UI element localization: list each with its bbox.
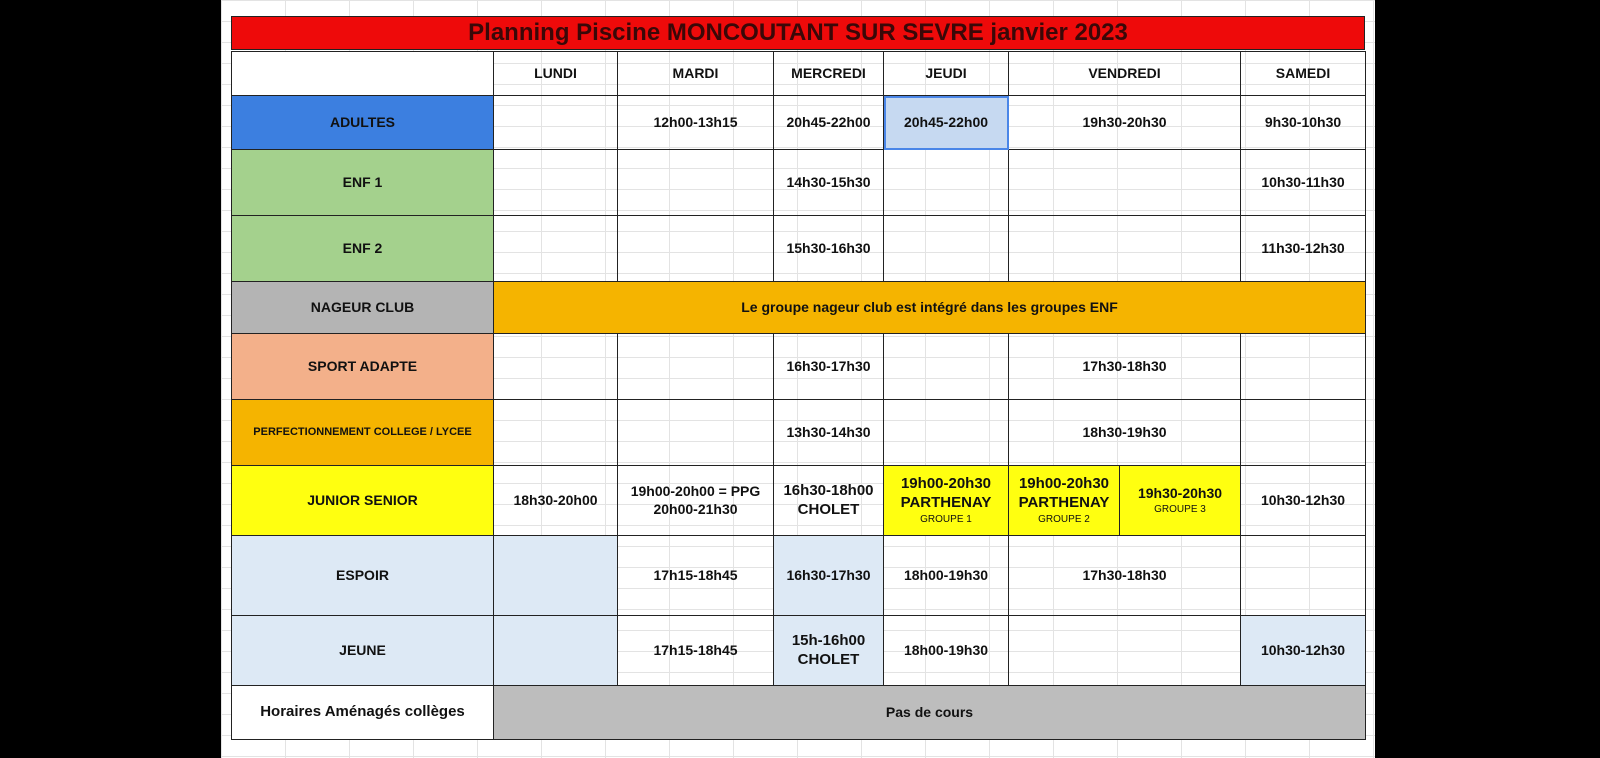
cell-adultes-mardi[interactable]: 12h00-13h15 <box>618 96 774 150</box>
row-label-nageur-club[interactable]: NAGEUR CLUB <box>232 282 494 334</box>
schedule-table <box>231 51 1366 740</box>
cell-perf-lundi[interactable] <box>494 400 618 466</box>
row-label-adultes[interactable]: ADULTES <box>232 96 494 150</box>
junior-jeudi-group: GROUPE 1 <box>920 513 972 525</box>
header-row <box>232 52 1366 96</box>
cell-enf2-lundi[interactable] <box>494 216 618 282</box>
row-espoir <box>232 536 1366 616</box>
row-label-sport-adapte[interactable]: SPORT ADAPTE <box>232 334 494 400</box>
day-header-jeudi[interactable]: JEUDI <box>884 52 1009 96</box>
cell-enf2-jeudi[interactable] <box>884 216 1009 282</box>
cell-espoir-samedi[interactable] <box>1241 536 1366 616</box>
cell-jeune-jeudi[interactable]: 18h00-19h30 <box>884 616 1009 686</box>
junior-jeudi-place: PARTHENAY <box>900 493 992 511</box>
cell-junior-jeudi[interactable] <box>884 466 1009 536</box>
day-header-samedi[interactable]: SAMEDI <box>1241 52 1366 96</box>
cell-perf-vendredi[interactable]: 18h30-19h30 <box>1009 400 1241 466</box>
corner-cell[interactable] <box>232 52 494 96</box>
cell-enf1-samedi[interactable]: 10h30-11h30 <box>1241 150 1366 216</box>
cell-enf1-lundi[interactable] <box>494 150 618 216</box>
cell-perf-jeudi[interactable] <box>884 400 1009 466</box>
day-header-lundi[interactable]: LUNDI <box>494 52 618 96</box>
junior-vendredi-a-place: PARTHENAY <box>1018 493 1110 511</box>
junior-mercredi-place: CHOLET <box>797 500 860 518</box>
cell-junior-vendredi-b[interactable] <box>1120 466 1241 536</box>
day-header-mardi[interactable]: MARDI <box>618 52 774 96</box>
junior-vendredi-a-time: 19h00-20h30 <box>1018 475 1110 492</box>
cell-nageur-club-note[interactable]: Le groupe nageur club est intégré dans les groupes ENF <box>494 282 1366 334</box>
row-perfectionnement <box>232 400 1366 466</box>
cell-adultes-jeudi[interactable]: 20h45-22h00 <box>884 96 1009 150</box>
cell-enf1-jeudi[interactable] <box>884 150 1009 216</box>
cell-jeune-mercredi[interactable] <box>774 616 884 686</box>
row-junior-senior <box>232 466 1366 536</box>
cell-jeune-vendredi[interactable] <box>1009 616 1241 686</box>
cell-enf1-mardi[interactable] <box>618 150 774 216</box>
row-enf1 <box>232 150 1366 216</box>
junior-vendredi-b-group: GROUPE 3 <box>1154 503 1206 515</box>
row-label-perfectionnement[interactable]: PERFECTIONNEMENT COLLEGE / LYCEE <box>232 400 494 466</box>
jeune-mercredi-place: CHOLET <box>797 650 860 668</box>
cell-junior-samedi[interactable]: 10h30-12h30 <box>1241 466 1366 536</box>
cell-junior-lundi[interactable]: 18h30-20h00 <box>494 466 618 536</box>
cell-jeune-lundi[interactable] <box>494 616 618 686</box>
row-adultes <box>232 96 1366 150</box>
cell-sport-mercredi[interactable]: 16h30-17h30 <box>774 334 884 400</box>
row-horaires-amenages <box>232 686 1366 740</box>
cell-adultes-mercredi[interactable]: 20h45-22h00 <box>774 96 884 150</box>
cell-sport-jeudi[interactable] <box>884 334 1009 400</box>
cell-jeune-samedi[interactable]: 10h30-12h30 <box>1241 616 1366 686</box>
cell-perf-mercredi[interactable]: 13h30-14h30 <box>774 400 884 466</box>
cell-espoir-lundi[interactable] <box>494 536 618 616</box>
cell-sport-samedi[interactable] <box>1241 334 1366 400</box>
cell-adultes-vendredi[interactable]: 19h30-20h30 <box>1009 96 1241 150</box>
row-nageur-club <box>232 282 1366 334</box>
row-label-espoir[interactable]: ESPOIR <box>232 536 494 616</box>
cell-adultes-samedi[interactable]: 9h30-10h30 <box>1241 96 1366 150</box>
cell-perf-samedi[interactable] <box>1241 400 1366 466</box>
day-header-mercredi[interactable]: MERCREDI <box>774 52 884 96</box>
page-title: Planning Piscine MONCOUTANT SUR SEVRE janvier 2023 <box>231 16 1365 50</box>
cell-junior-vendredi-a[interactable] <box>1009 466 1120 536</box>
cell-horaires-note[interactable]: Pas de cours <box>494 686 1366 740</box>
cell-jeune-mardi[interactable]: 17h15-18h45 <box>618 616 774 686</box>
cell-sport-vendredi[interactable]: 17h30-18h30 <box>1009 334 1241 400</box>
cell-enf2-mercredi[interactable]: 15h30-16h30 <box>774 216 884 282</box>
row-label-jeune[interactable]: JEUNE <box>232 616 494 686</box>
cell-espoir-vendredi[interactable]: 17h30-18h30 <box>1009 536 1241 616</box>
cell-enf2-vendredi[interactable] <box>1009 216 1241 282</box>
junior-mercredi-time: 16h30-18h00 <box>783 481 874 499</box>
junior-mardi-line-2: 20h00-21h30 <box>653 500 738 517</box>
junior-vendredi-b-time: 19h30-20h30 <box>1137 485 1223 501</box>
cell-sport-lundi[interactable] <box>494 334 618 400</box>
cell-enf1-vendredi[interactable] <box>1009 150 1241 216</box>
jeune-mercredi-time: 15h-16h00 <box>791 631 866 649</box>
row-label-enf1[interactable]: ENF 1 <box>232 150 494 216</box>
cell-enf2-mardi[interactable] <box>618 216 774 282</box>
cell-junior-mercredi[interactable] <box>774 466 884 536</box>
cell-junior-mardi[interactable] <box>618 466 774 536</box>
row-label-horaires-amenages[interactable]: Horaires Aménagés collèges <box>232 686 494 740</box>
cell-espoir-mardi[interactable]: 17h15-18h45 <box>618 536 774 616</box>
cell-enf2-samedi[interactable]: 11h30-12h30 <box>1241 216 1366 282</box>
cell-espoir-jeudi[interactable]: 18h00-19h30 <box>884 536 1009 616</box>
cell-espoir-mercredi[interactable]: 16h30-17h30 <box>774 536 884 616</box>
row-label-junior-senior[interactable]: JUNIOR SENIOR <box>232 466 494 536</box>
cell-adultes-lundi[interactable] <box>494 96 618 150</box>
row-label-enf2[interactable]: ENF 2 <box>232 216 494 282</box>
cell-sport-mardi[interactable] <box>618 334 774 400</box>
day-header-vendredi[interactable]: VENDREDI <box>1009 52 1241 96</box>
row-sport-adapte <box>232 334 1366 400</box>
cell-enf1-mercredi[interactable]: 14h30-15h30 <box>774 150 884 216</box>
junior-jeudi-time: 19h00-20h30 <box>900 475 992 492</box>
junior-vendredi-a-group: GROUPE 2 <box>1038 513 1090 525</box>
row-jeune <box>232 616 1366 686</box>
row-enf2 <box>232 216 1366 282</box>
cell-perf-mardi[interactable] <box>618 400 774 466</box>
junior-mardi-line-1: 19h00-20h00 = PPG <box>630 483 761 499</box>
